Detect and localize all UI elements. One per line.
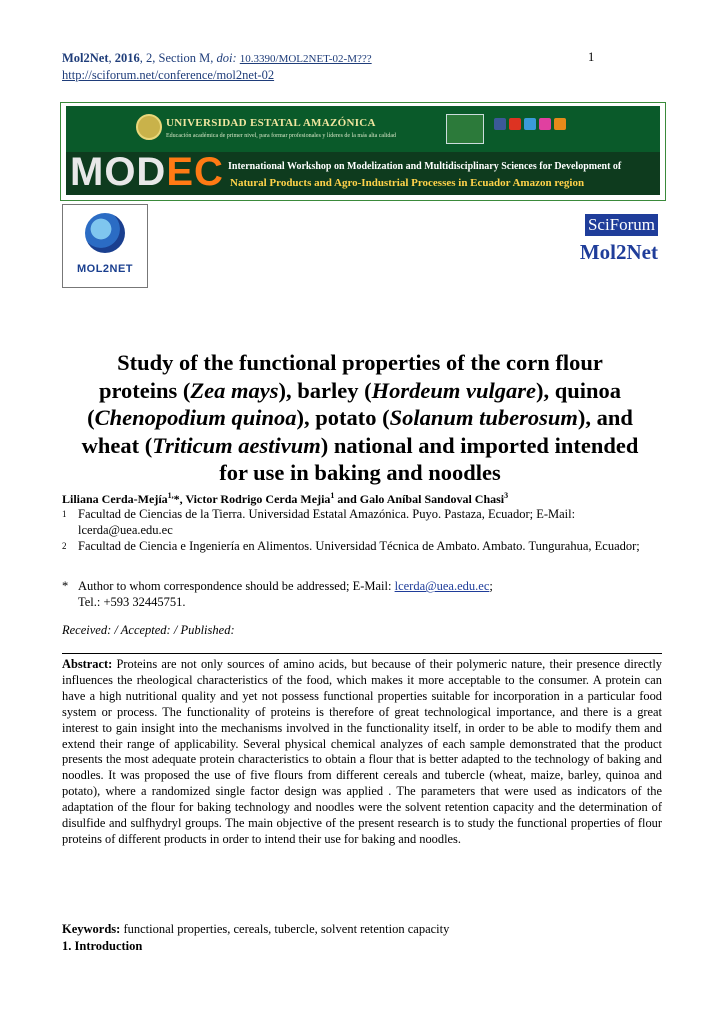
modec-logo-mod: MOD [70,150,167,194]
mol2net-logo-text: MOL2NET [76,263,134,275]
doi-label: doi: [216,51,237,65]
banner-university-name: UNIVERSIDAD ESTATAL AMAZÓNICA [166,117,376,129]
keywords-label: Keywords: [62,922,121,936]
title-line-1: Study of the functional properties of the corn flour [117,350,603,375]
page-number: 1 [588,50,595,64]
university-emblem-icon [136,114,162,140]
title-line-3: (Chenopodium quinoa), potato (Solanum tuberosum), and [87,405,633,430]
banner-line-2: Natural Products and Agro-Industrial Processes in Ecuador Amazon region [230,177,585,189]
affiliation-1: 1 Facultad de Ciencias de la Tierra. Universidad Estatal Amazónica. Puyo. Pastaza, Ecuador; E-Mail: lcerda@uea.edu.ec [62,507,576,537]
doi-link[interactable]: 10.3390/MOL2NET-02-M??? [239,53,372,65]
banner-line-1: International Workshop on Modelization and Multidisciplinary Sciences for Development of [228,161,622,172]
mol2net-label: Mol2Net [579,240,658,264]
telephone: Tel.: +593 32445751. [78,595,186,609]
abstract-divider [62,653,662,654]
modec-logo [70,150,224,194]
journal-name: Mol2Net [62,51,109,65]
corresponding-author: * Author to whom correspondence should be addressed; E-Mail: lcerda@uea.edu.ec; Tel.: +593 32445751. [62,578,662,610]
correspondence-email-link[interactable]: lcerda@uea.edu.ec [394,579,490,593]
received-dates: Received: / Accepted: / Published: [62,623,235,637]
modec-banner [66,106,660,195]
author-3: and Galo Aníbal Sandoval Chasi [334,492,505,506]
author-2: , Victor Rodrigo Cerda Mejia [179,492,331,506]
volume-section: , 2, Section M, [139,51,217,65]
title-line-4: wheat (Triticum aestivum) national and imported intended [81,432,639,458]
sciforum-label: SciForum [585,214,658,236]
keywords [62,922,449,937]
conference-url-link[interactable]: http://sciforum.net/conference/mol2net-02 [62,68,275,82]
flickr-icon[interactable] [539,118,551,130]
paper-title [72,349,648,487]
abstract [62,657,662,848]
youtube-icon[interactable] [509,118,521,130]
abstract-text: Proteins are not only sources of amino acids, but because of their polymeric nature, their presence directly influences the rheological characteristics of the food, which makes it more acceptable to the consumer. A protein can have a high nutritional quality and yet not possess functional properties suitable for incorporation in a particular food system or process. The functionality of proteins is therefore of great technological importance, and there is a great interest to gain insight into the mechanisms involved in the functionality itself, in order to be able to modify them and extend their range of applicability. Several physical chemical analyzes of each sample demonstrated that the product presents the most adequate protein characteristics to obtain a flour that is better adapted to the technology of baking and noodles. It was proposed the use of five flours from different cereals and tubercle (wheat, maize, barley, quinoa and potato), where a randomized single factor design was applied . The parameters that were used as indicators of the adaptation of the flour for baking technology and noodles were the solvent retention capacity and the determination of disulfide and sulfhydryl groups. The main objective of the present research is to study the functional properties of flour proteins of different products in order to intend their use for baking and noodles. [62,657,662,846]
running-header: Mol2Net, 2016, 2, Section M, doi: 10.3390/MOL2NET-02-M??? http://sciforum.net/conference/mol2net-02 [62,51,372,82]
affiliation-2: 2 Facultad de Ciencia e Ingeniería en Alimentos. Universidad Técnica de Ambato. Ambato. Tungurahua, Ecuador; [62,539,640,553]
keywords-text: functional properties, cereals, tubercle, solvent retention capacity [120,922,450,936]
title-line-2: proteins (Zea mays), barley (Hordeum vulgare), quinoa [98,377,622,403]
abstract-label: Abstract: [62,657,113,671]
section-heading-introduction: 1. Introduction [62,939,143,953]
modec-logo-ec: EC [166,150,224,194]
author-1: Liliana Cerda-Mejía [62,492,168,506]
mol2net-logo-icon [85,213,125,253]
twitter-icon[interactable] [524,118,536,130]
facebook-icon[interactable] [494,118,506,130]
journal-year: 2016 [114,51,140,65]
title-line-5: for use in baking and noodles [219,460,501,485]
banner-badge-icon [446,114,484,144]
share-icon[interactable] [554,118,566,130]
mol2net-logo [62,204,148,288]
banner-university-motto: Educación académica de primer nivel, para formar profesionales y líderes de la más alta calidad [166,133,397,139]
social-icons [494,118,566,130]
author-list: Liliana Cerda-Mejía$^{1,}$*, Victor Rodrigo Cerda Mejia$^1$ and Galo Aníbal Sandoval Chasi$^3$ [62,491,509,506]
